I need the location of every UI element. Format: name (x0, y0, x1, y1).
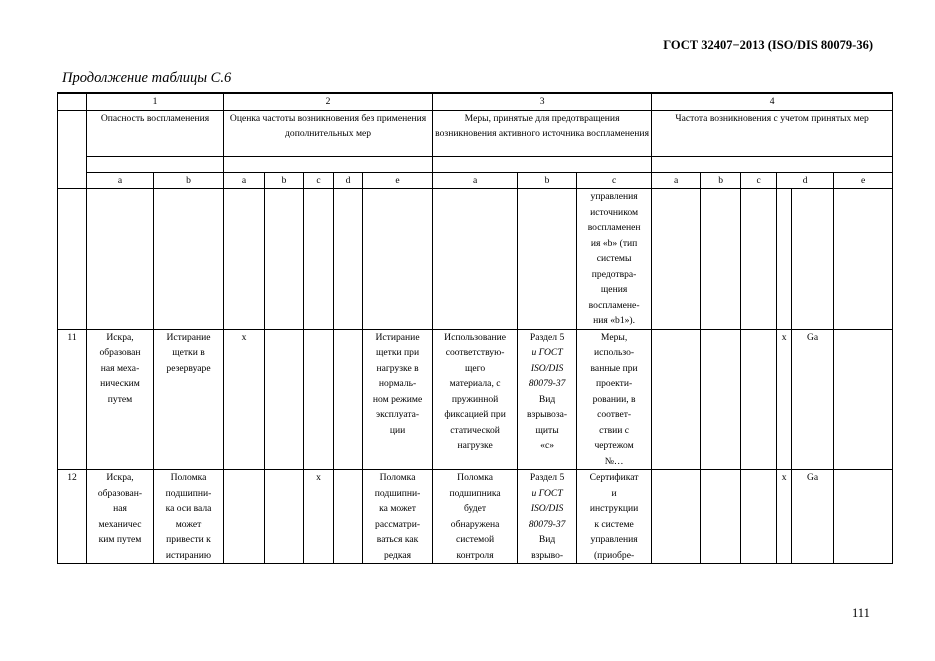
frequency-reason-cell (363, 329, 433, 470)
measure-reference-cell (518, 470, 577, 564)
group-number-row (58, 93, 893, 110)
measure-description-cell (433, 470, 518, 564)
cell-line: образован- (97, 487, 143, 499)
group-title: Опасность воспламенения (87, 110, 224, 156)
measure-description-cell (433, 329, 518, 470)
column-letter: a (87, 172, 154, 189)
cell-line: ции (389, 424, 406, 436)
cell-line: проекти- (596, 378, 633, 389)
cell-line: Раздел 5 (529, 472, 565, 483)
cell-line: щиты (535, 424, 559, 436)
frequency-reason-cell (363, 470, 433, 564)
group-title: Оценка частоты возникновения без применения дополнительных мер (224, 110, 433, 156)
frequency-a-cell: x (224, 329, 265, 470)
cell-line: системой (456, 534, 495, 545)
column-letter: c (577, 172, 652, 189)
frequency-c-cell (304, 329, 334, 470)
page-number: 111 (852, 606, 870, 620)
cell-line: статической (450, 424, 500, 436)
cell-line: может (175, 518, 202, 530)
cell-line: Раздел 5 (529, 331, 565, 343)
cell-line: контроля (456, 549, 494, 561)
cell-line: воспламенен (587, 222, 641, 233)
cell-line: и ГОСТ (531, 347, 563, 358)
frequency-c-cell: x (304, 470, 334, 564)
frequency-a-cell (224, 470, 265, 564)
cell-line: воспламене- (588, 299, 640, 311)
cell-line: нормаль- (378, 378, 417, 389)
empty-header-row (58, 156, 893, 172)
cell-line: ная меха- (100, 362, 140, 374)
cell-line: редкая (384, 549, 412, 561)
cell-line: 80079-37 (528, 518, 566, 530)
cell-line: ванные при (590, 362, 638, 374)
group-number: 2 (224, 93, 433, 110)
cell-line: материала, с (449, 378, 501, 389)
column-letter: b (265, 172, 304, 189)
column-letter: e (834, 172, 893, 189)
cell-line: управления (590, 191, 638, 202)
frequency-b-cell (265, 470, 304, 564)
cell-line: резервуаре (166, 362, 211, 374)
cell-line: взрывоза- (527, 409, 568, 420)
cell-line: ка оси вала (165, 503, 212, 514)
group-number: 4 (652, 93, 893, 110)
final-frequency-a-cell (652, 470, 701, 564)
cell-line: ническим (100, 378, 140, 389)
cell-line: щетки в (172, 347, 205, 358)
cell-line: рассматри- (375, 518, 421, 530)
cell-line: к системе (594, 518, 634, 530)
cell-line: ISO/DIS (530, 503, 564, 514)
column-letter: a (224, 172, 265, 189)
cell-line: Искра, (106, 472, 134, 483)
cell-line: ким путем (98, 534, 142, 545)
final-frequency-c-cell (741, 329, 777, 470)
column-letter: e (363, 172, 433, 189)
cell-line: и (611, 487, 617, 499)
cell-line: ствии с (599, 424, 630, 436)
cell-line: ия «b» (тип (590, 237, 638, 249)
cell-line: Поломка (170, 472, 207, 483)
empty-corner-cell (58, 93, 87, 110)
cell-line: Вид (538, 393, 556, 405)
continuation-row (58, 189, 893, 330)
cell-line: образован (99, 347, 141, 358)
cell-line: щетки при (375, 347, 420, 358)
column-letter: d (777, 172, 834, 189)
final-frequency-a-cell (652, 329, 701, 470)
cell-line: фиксацией при (444, 409, 506, 420)
cell-line: Использование (444, 331, 507, 343)
group-title: Частота возникновения с учетом принятых мер (652, 110, 893, 156)
cell-line: №… (604, 455, 624, 467)
measure-evidence-cell (577, 329, 652, 470)
cell-line: подшипника (449, 487, 501, 499)
cell-line: «c» (540, 440, 554, 451)
column-letter: b (701, 172, 741, 189)
epl-cell: Ga (792, 329, 834, 470)
column-letter: c (741, 172, 777, 189)
group-number: 1 (87, 93, 224, 110)
hazard-type-cell (87, 470, 154, 564)
cell-line: Истирание (166, 331, 211, 343)
row-number: 12 (58, 470, 87, 564)
cell-line: ваться как (376, 534, 419, 545)
final-frequency-f-cell (834, 470, 893, 564)
standard-header: ГОСТ 32407−2013 (ISO/DIS 80079-36) (663, 38, 873, 52)
hazard-type-cell (87, 329, 154, 470)
cell-line: будет (464, 503, 487, 514)
cell-line: Сертификат (589, 472, 639, 483)
cell-line: инструкции (589, 503, 639, 514)
cell-line: ISO/DIS (530, 362, 564, 374)
cell-line: 80079-37 (528, 378, 566, 389)
cell-line: Вид (538, 534, 556, 545)
table-row (58, 470, 893, 564)
cell-line: нагрузке в (376, 362, 419, 374)
cell-line: использо- (594, 347, 635, 358)
group-number: 3 (433, 93, 652, 110)
column-letter: a (652, 172, 701, 189)
cell-line: щего (465, 362, 486, 374)
continuation-measures-cell (577, 189, 652, 330)
column-letter: b (154, 172, 224, 189)
column-letter-row (58, 172, 893, 189)
row-number: 11 (58, 329, 87, 470)
cell-line: соответствую- (445, 347, 505, 358)
final-frequency-b-cell (701, 329, 741, 470)
cell-line: истиранию (165, 549, 212, 561)
cell-line: управления (590, 534, 638, 545)
group-title: Меры, принятые для предотвращения возникновения активного источника воспламенения (433, 110, 652, 156)
final-frequency-b-cell (701, 470, 741, 564)
group-title-row (58, 110, 893, 156)
cell-line: (приобре- (593, 549, 635, 561)
cell-line: Искра, (106, 331, 134, 343)
cell-line: Меры, (600, 331, 628, 343)
column-letter: b (518, 172, 577, 189)
cell-line: подшипни- (165, 487, 212, 499)
measure-reference-cell (518, 329, 577, 470)
table-row (58, 329, 893, 470)
hazard-cause-cell (154, 329, 224, 470)
cell-line: Поломка (379, 472, 416, 483)
cell-line: путем (107, 393, 133, 405)
cell-line: ка может (379, 503, 416, 514)
cell-line: подшипни- (374, 487, 421, 499)
cell-line: пружинной (451, 393, 499, 405)
cell-line: источником (590, 206, 639, 218)
cell-line: ном режиме (372, 393, 423, 405)
cell-line: и ГОСТ (531, 487, 563, 499)
cell-line: обнаружена (450, 518, 500, 530)
table-caption: Продолжение таблицы С.6 (62, 70, 232, 86)
cell-line: взрыво- (531, 549, 564, 561)
cell-line: щения (600, 284, 628, 295)
cell-line: Истирание (375, 331, 420, 343)
cell-line: предотвра- (591, 268, 637, 280)
final-frequency-d-cell: x (777, 329, 792, 470)
frequency-d-cell (334, 329, 363, 470)
cell-line: чертежом (594, 440, 634, 451)
cell-line: соответ- (597, 409, 632, 420)
cell-line: системы (596, 253, 632, 264)
hazard-cause-cell (154, 470, 224, 564)
cell-line: Поломка (457, 472, 493, 483)
measure-evidence-cell (577, 470, 652, 564)
final-frequency-c-cell (741, 470, 777, 564)
column-letter: c (304, 172, 334, 189)
cell-line: эксплуата- (375, 409, 420, 420)
empty-number-header-cell (58, 110, 87, 189)
final-frequency-d-cell: x (777, 470, 792, 564)
column-letter: a (433, 172, 518, 189)
epl-cell: Ga (792, 470, 834, 564)
cell-line: нагрузке (457, 440, 493, 451)
cell-line: ния «b1»). (593, 315, 636, 326)
final-frequency-f-cell (834, 329, 893, 470)
cell-line: ная (113, 503, 127, 514)
column-letter: d (334, 172, 363, 189)
cell-line: механичес (98, 518, 142, 530)
cell-line: привести к (166, 534, 211, 545)
frequency-b-cell (265, 329, 304, 470)
frequency-d-cell (334, 470, 363, 564)
cell-line: ровании, в (592, 393, 636, 405)
hazard-assessment-table (57, 92, 893, 564)
